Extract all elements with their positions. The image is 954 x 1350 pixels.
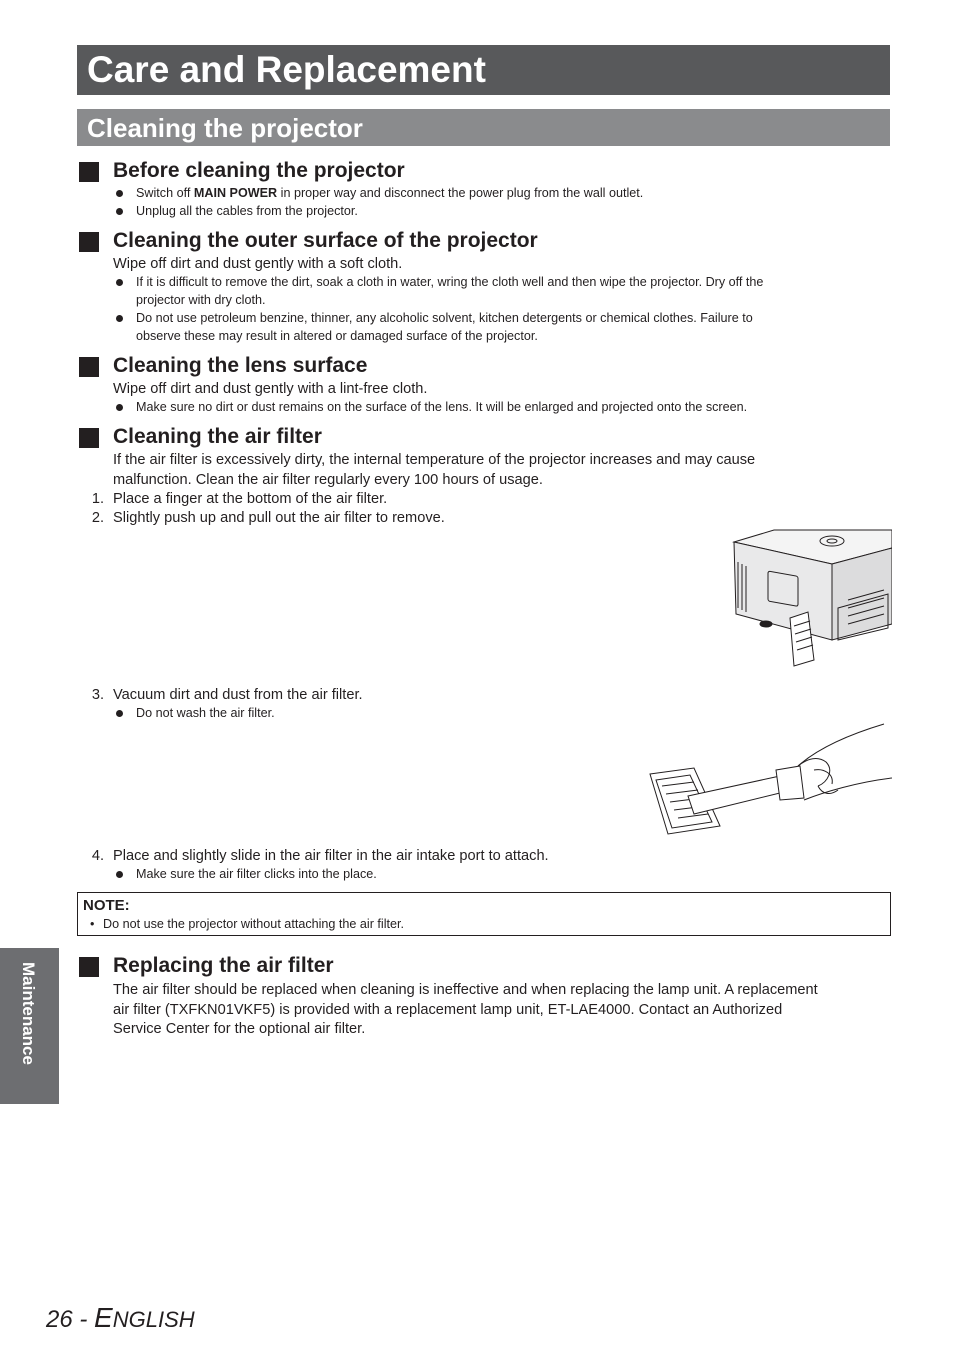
bullet-icon [116,279,123,286]
step-3: Vacuum dirt and dust from the air filter. [113,687,363,703]
filter-intro: If the air filter is excessively dirty, the internal temperature of the projector increases and may cause malfunction. Clean the air filter regularly every 100 hours of usage. [113,452,756,488]
page-footer [46,1302,195,1334]
bullet-icon [116,404,123,411]
bullet-item: Unplug all the cables from the projector. [113,203,906,221]
heading-outer-surface: Cleaning the outer surface of the projector [113,229,538,252]
side-tab-label: Maintenance [19,962,38,1065]
footer-lang-initial: E [94,1302,113,1333]
projector-filter-removal-illustration [728,528,892,668]
footer-lang-rest: NGLISH [112,1307,195,1332]
bullet-item: If it is difficult to remove the dirt, soak a cloth in water, wring the cloth well and then wipe the projector. Dry off the projector with dry cloth. [113,274,906,309]
section-title: Cleaning the projector [87,113,363,143]
bullet-item: Do not use petroleum benzine, thinner, any alcoholic solvent, kitchen detergents or chemical clothes. Failure to observe these may result in altered or damaged surface of the projector. [113,310,906,345]
lens-intro: Wipe off dirt and dust gently with a lint-free cloth. [113,381,428,397]
heading-square-icon [79,957,99,977]
bullet-icon [116,208,123,215]
bullet-icon [116,710,123,717]
note-box [77,892,891,936]
bullet-item: Make sure the air filter clicks into the place. [113,866,736,884]
step-number: 4. [91,848,104,864]
step-number: 2. [91,510,104,526]
heading-square-icon [79,428,99,448]
step-number: 1. [91,491,104,507]
replace-text: The air filter should be replaced when cleaning is ineffective and when replacing the lamp unit. A replacement air filter (TXFKN01VKF5) is provided with a replacement lamp unit, ET-LAE4000. Contact an Authorized Service Center for the optional air filter. [113,982,818,1037]
heading-lens-surface: Cleaning the lens surface [113,354,368,377]
small-bullet-icon: • [90,917,95,931]
section-title-bar [77,109,890,146]
page-title: Care and Replacement [87,49,486,90]
note-label: NOTE: [83,897,130,914]
bullet-item: Do not wash the air filter. [113,705,736,723]
page-title-bar [77,45,890,95]
bullet-icon [116,315,123,322]
main-power-label: MAIN POWER [193,186,278,200]
heading-square-icon [79,232,99,252]
bullet-icon [116,871,123,878]
heading-replacing-filter: Replacing the air filter [113,954,334,977]
heading-before-cleaning: Before cleaning the projector [113,159,405,182]
page-number: 26 - [46,1306,95,1333]
outer-intro: Wipe off dirt and dust gently with a soft cloth. [113,256,403,272]
heading-square-icon [79,162,99,182]
bullet-item: Switch off MAIN POWER in proper way and disconnect the power plug from the wall outlet. [113,185,906,203]
step-1: Place a finger at the bottom of the air filter. [113,491,388,507]
step-number: 3. [91,687,104,703]
bullet-icon [116,190,123,197]
heading-air-filter: Cleaning the air filter [113,425,322,448]
step-4: Place and slightly slide in the air filter in the air intake port to attach. [113,848,549,864]
note-text: • Do not use the projector without attaching the air filter. [103,916,404,934]
vacuum-cleaning-filter-illustration [648,722,892,840]
step-2: Slightly push up and pull out the air filter to remove. [113,510,445,526]
bullet-item: Make sure no dirt or dust remains on the surface of the lens. It will be enlarged and projected onto the screen. [113,399,906,417]
side-tab-maintenance [0,948,59,1104]
heading-square-icon [79,357,99,377]
